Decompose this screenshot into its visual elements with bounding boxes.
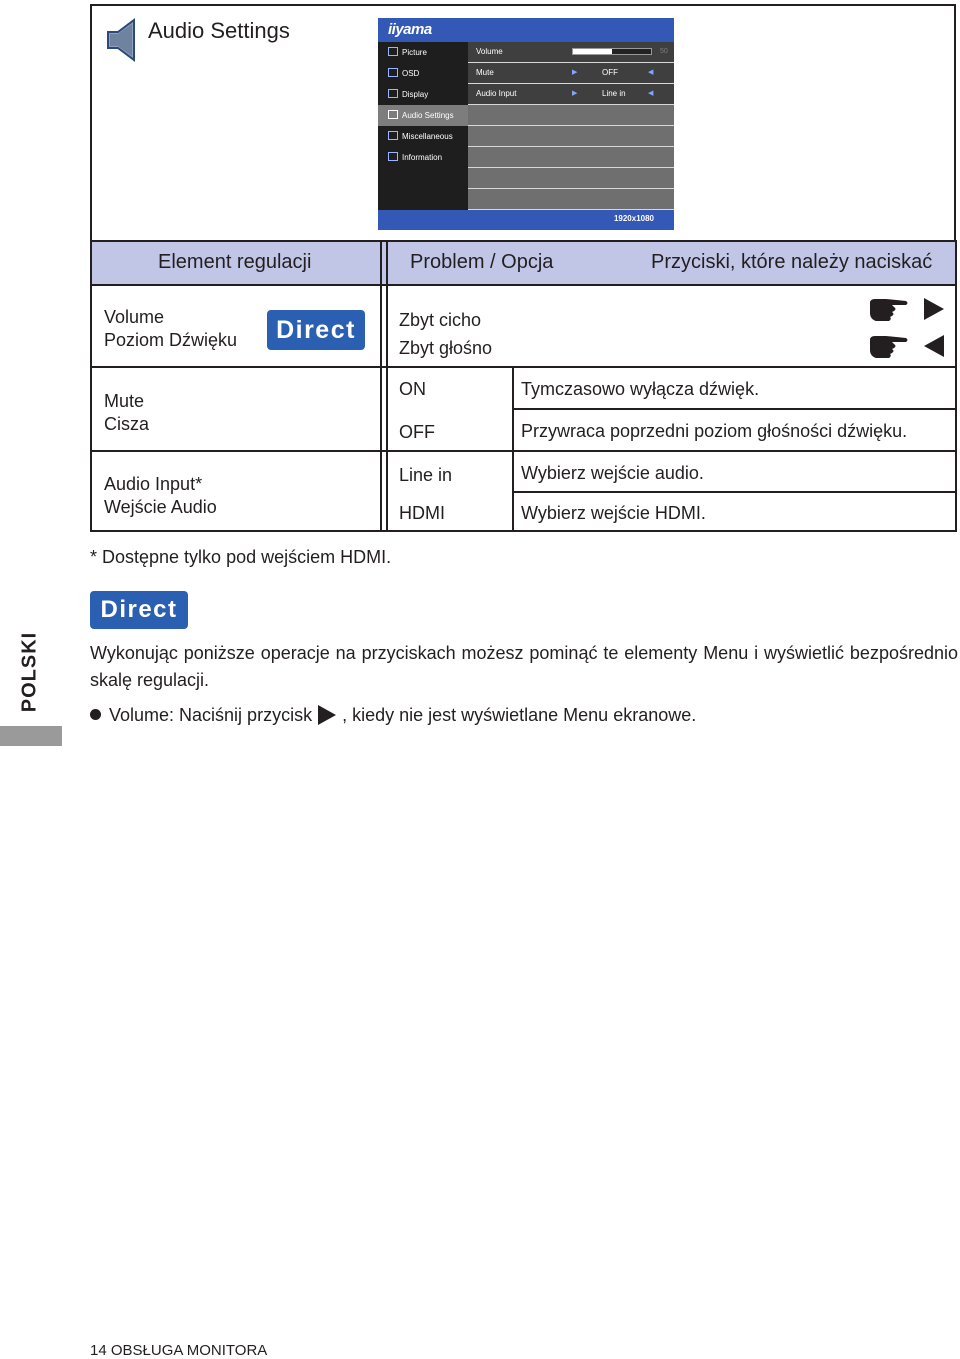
mute-option-on: ON: [399, 379, 426, 399]
osd-row-volume: Volume 50: [468, 42, 674, 63]
direct-description: Wykonując poniższe operacje na przyciskach możesz pominąć te elementy Menu i wyświetlić bezpośrednio skalę regulacji.: [90, 643, 958, 690]
osd-menu-item-miscellaneous: Miscellaneous: [378, 126, 468, 147]
audio-input-option-hdmi: HDMI: [399, 503, 445, 523]
osd-menu-item-information: Information: [378, 147, 468, 168]
page-number: 14: [90, 1342, 107, 1359]
header-buttons: Przyciski, które należy naciskać: [651, 251, 933, 273]
direct-badge-large: Direct: [90, 591, 188, 629]
language-label: POLSKI: [18, 631, 41, 713]
page-footer: [90, 1342, 267, 1359]
osd-brand-bar: [378, 18, 674, 42]
osd-row-empty: [468, 168, 674, 189]
volume-element: Volume Poziom Dźwięku: [104, 307, 238, 350]
audio-settings-panel: [90, 4, 956, 240]
arrow-right-button-icon: [318, 705, 336, 725]
arrow-left-button-icon: [922, 334, 946, 358]
mute-element: Mute Cisza: [104, 391, 150, 434]
arrow-right-button-icon: [922, 297, 946, 321]
arrow-left-icon: ◀: [648, 69, 654, 76]
section-title: Audio Settings: [148, 18, 290, 43]
audio-input-desc-hdmi: Wybierz wejście HDMI.: [521, 503, 706, 523]
speaker-icon: [388, 110, 398, 119]
picture-icon: [388, 47, 398, 56]
osd-screenshot: [378, 18, 674, 230]
osd-row-empty: [468, 126, 674, 147]
osd-footer-bar: [378, 210, 674, 230]
volume-problems: Zbyt cicho Zbyt głośno: [399, 310, 493, 358]
osd-menu-item-osd: OSD: [378, 63, 468, 84]
osd-row-empty: [468, 147, 674, 168]
mute-desc-off: Przywraca poprzedni poziom głośności dźwięku.: [521, 421, 908, 441]
info-icon: [388, 152, 398, 161]
osd-row-audio-input: Audio Input ▶ Line in ◀: [468, 84, 674, 105]
language-tab-marker: [0, 726, 62, 746]
osd-volume-bar: [572, 48, 652, 55]
audio-input-desc-linein: Wybierz wejście audio.: [521, 463, 704, 483]
osd-brand-logo: iiyama: [388, 21, 432, 38]
arrow-right-icon: ▶: [572, 90, 578, 97]
bullet-icon: [90, 709, 101, 720]
mute-desc-on: Tymczasowo wyłącza dźwięk.: [521, 379, 760, 399]
osd-menu-item-display: Display: [378, 84, 468, 105]
speaker-icon: [104, 18, 138, 62]
mute-option-off: OFF: [399, 422, 435, 442]
audio-input-option-linein: Line in: [399, 465, 453, 485]
osd-icon: [388, 68, 398, 77]
header-problem: Problem / Opcja: [410, 251, 554, 273]
osd-row-empty: [468, 189, 674, 210]
arrow-right-icon: ▶: [572, 69, 578, 76]
header-element: Element regulacji: [158, 251, 312, 273]
footer-title: OBSŁUGA MONITORA: [110, 1342, 268, 1359]
footnote: * Dostępne tylko pod wejściem HDMI.: [90, 547, 392, 567]
osd-row-mute: Mute ▶ OFF ◀: [468, 63, 674, 84]
osd-volume-fill: [573, 49, 612, 54]
osd-menu: [378, 42, 468, 210]
table-header: [90, 240, 957, 286]
adjustment-table: [90, 240, 957, 532]
osd-row-empty: [468, 105, 674, 126]
audio-input-element: Audio Input* Wejście Audio: [104, 474, 217, 517]
direct-badge: Direct: [267, 310, 365, 350]
hand-left-icon: [868, 332, 910, 360]
volume-bullet: Volume: Naciśnij przycisk , kiedy nie jest wyświetlane Menu ekranowe.: [90, 703, 696, 727]
osd-resolution: 1920x1080: [613, 214, 654, 223]
arrow-left-icon: ◀: [648, 90, 654, 97]
hand-right-icon: [868, 295, 910, 323]
display-icon: [388, 89, 398, 98]
osd-menu-item-audio-settings: Audio Settings: [378, 105, 468, 126]
osd-menu-item-picture: Picture: [378, 42, 468, 63]
tools-icon: [388, 131, 398, 140]
